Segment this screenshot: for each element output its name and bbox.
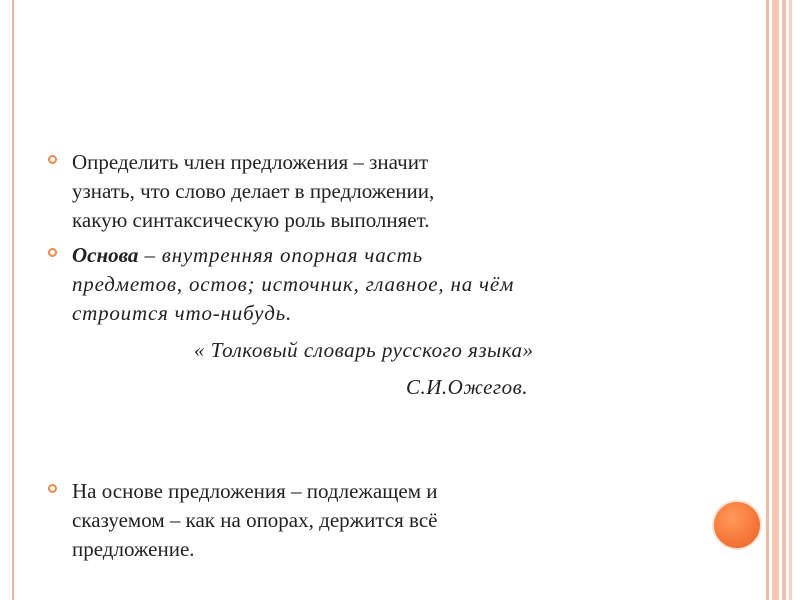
bullet-line: предложение. <box>72 537 195 561</box>
frame-right-stripe <box>772 0 779 600</box>
bullet-circle-icon <box>48 484 57 493</box>
term-osnova: Основа <box>72 243 139 267</box>
decorative-circle <box>712 500 762 550</box>
bullet-line: На основе предложения – подлежащем и <box>72 479 438 503</box>
bullet-line: Определить член предложения – значит <box>72 150 429 174</box>
frame-left-stripe <box>12 0 14 600</box>
term-definition-start: – внутренняя опорная часть <box>138 243 423 267</box>
bullet-line: сказуемом – как на опорах, держится всё <box>72 508 438 532</box>
bullet-line: предметов, остов; источник, главное, на чём <box>72 272 515 296</box>
frame-right-stripe <box>766 0 769 600</box>
citation-author: С.И.Ожегов. <box>406 375 528 399</box>
bullet-line: какую синтаксическую роль выполняет. <box>72 208 430 232</box>
citation-source: « Толковый словарь русского языка» <box>194 338 534 362</box>
bullet-line: узнать, что слово делает в предложении, <box>72 179 435 203</box>
bullet-definition <box>48 148 688 235</box>
frame-right-stripe <box>789 0 792 600</box>
bullet-sentence-basis <box>48 477 712 564</box>
bullet-osnova <box>48 241 688 328</box>
bullet-circle-icon <box>48 155 57 164</box>
slide-content <box>48 148 688 402</box>
bullet-line: строится что-нибудь. <box>72 301 293 325</box>
bullet-circle-icon <box>48 248 57 257</box>
bullet-line <box>72 241 688 270</box>
frame-right-stripe <box>782 0 786 600</box>
